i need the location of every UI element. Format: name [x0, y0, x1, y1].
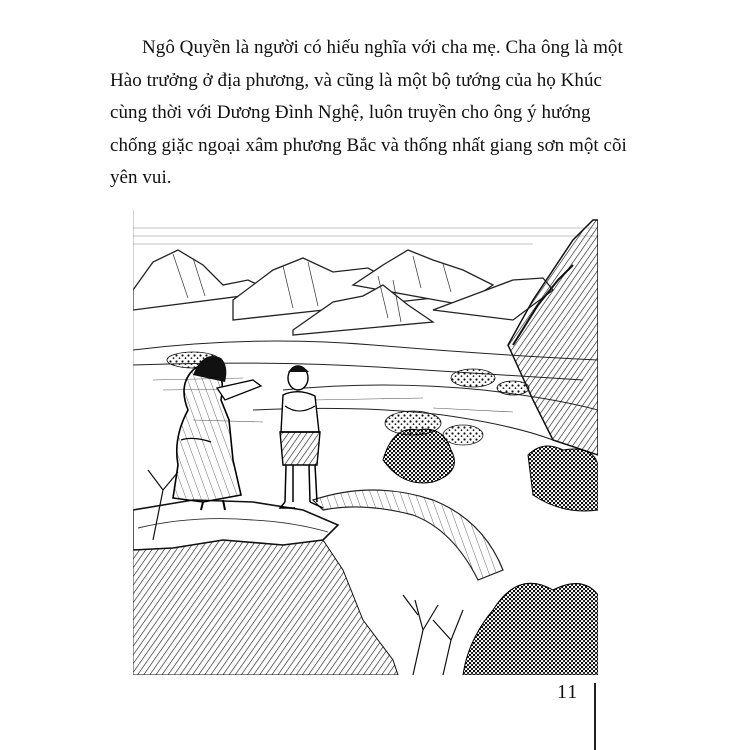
- robed-figure-icon: [173, 356, 261, 510]
- body-paragraph: Ngô Quyền là người có hiếu nghĩa với cha mẹ. Cha ông là một Hào trưởng ở địa phương, và cũng là một bộ tướng của họ Khúc cùng thời với Dương Đình Nghệ, luôn truyền cho ông ý hướng chống giặc ngoại xâm phương Bắc và thống nhất giang sơn một cõi yên vui.: [110, 37, 627, 188]
- landscape-with-two-figures-illustration: [133, 210, 598, 675]
- page-number: 11: [557, 681, 579, 703]
- page-edge-line: [594, 683, 596, 750]
- text-block: [110, 32, 630, 195]
